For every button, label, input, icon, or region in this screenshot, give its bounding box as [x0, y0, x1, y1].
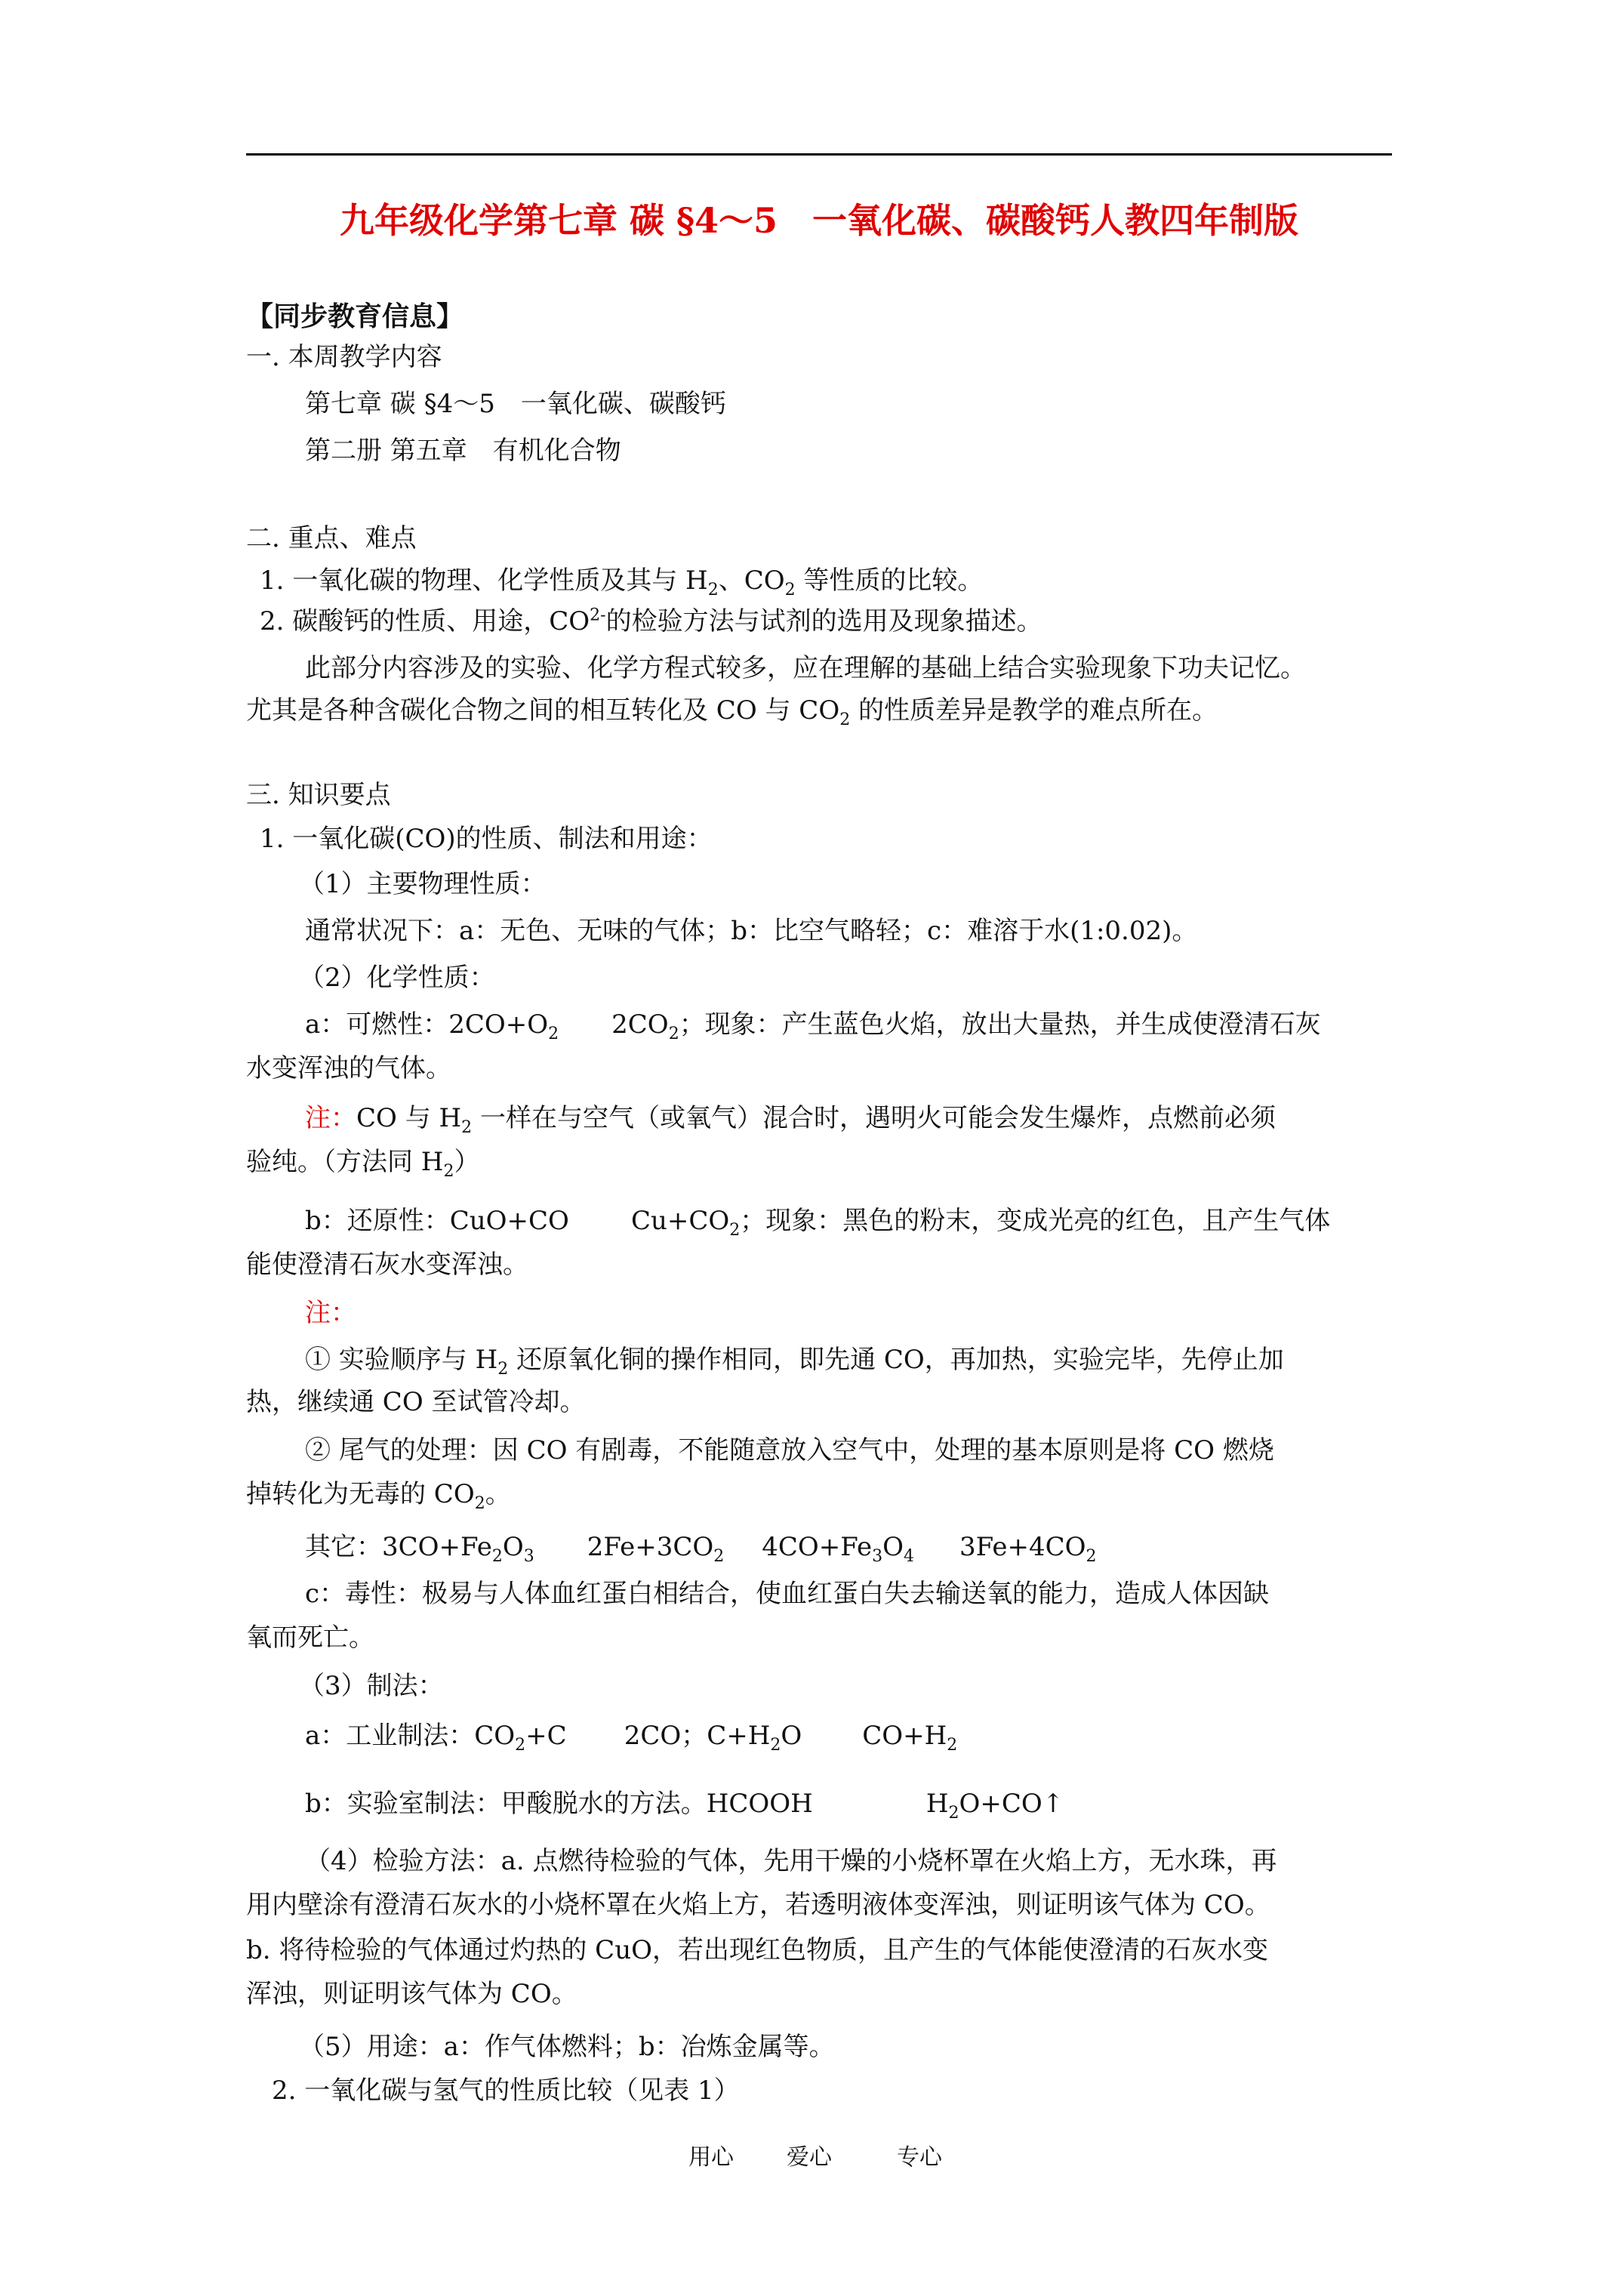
paragraph-line: 浑浊，则证明该气体为 CO。: [246, 1979, 577, 2009]
footer-text: 用心: [688, 2144, 734, 2171]
paragraph-line: 掉转化为无毒的 $CO_2$。: [246, 1479, 511, 1513]
paragraph-line: 氧而死亡。: [246, 1623, 374, 1653]
footer-text: 爱心: [787, 2144, 832, 2171]
header-rule: [246, 153, 1392, 156]
subheading: （1）主要物理性质：: [299, 869, 547, 899]
keypoint-line: 1. 一氧化碳的物理、化学性质及其与 $H_2$、$CO_2$ 等性质的比较。: [260, 566, 984, 599]
equation-line: b：实验室制法：甲酸脱水的方法。HCOOH $H_2O+CO↑$: [305, 1789, 1064, 1823]
heading-keypoints: 二. 重点、难点: [246, 523, 417, 553]
note-item: ② 尾气的处理：因 CO 有剧毒，不能随意放入空气中，处理的基本原则是将 CO 燃烧: [305, 1435, 1274, 1465]
equation-line: a：可燃性：$2CO+O_2$ $2CO_2$；现象：产生蓝色火焰，放出大量热，并生成使澄清石灰: [305, 1009, 1321, 1043]
page-title: 九年级化学第七章 碳 §4～5 一氧化碳、碳酸钙人教四年制版: [339, 200, 1299, 241]
knowledge-line: （5）用途：a：作气体燃料；b：冶炼金属等。: [299, 2032, 835, 2062]
paragraph-line: 用内壁涂有澄清石灰水的小烧杯罩在火焰上方，若透明液体变浑浊，则证明该气体为 CO。: [246, 1890, 1270, 1920]
section-label: 【同步教育信息】: [246, 300, 464, 332]
heading-knowledge: 三. 知识要点: [246, 780, 391, 810]
knowledge-line: 通常状况下：a：无色、无味的气体；b：比空气略轻；c：难溶于水(1:0.02)。: [305, 916, 1198, 946]
note-item: ① 实验顺序与 $H_2$ 还原氧化铜的操作相同，即先通 CO，再加热，实验完毕，先停止加: [305, 1345, 1284, 1379]
paragraph-line: 水变浑浊的气体。: [246, 1053, 451, 1083]
paragraph-line: 验纯。（方法同 $H_2$）: [246, 1147, 480, 1181]
equation-line: b：还原性：CuO+CO $Cu+CO_2$；现象：黑色的粉末，变成光亮的红色，且产生气体: [305, 1206, 1331, 1240]
paragraph-line: （4）检验方法：a. 点燃待检验的气体，先用干燥的小烧杯罩在火焰上方，无水珠，再: [305, 1846, 1277, 1876]
subheading: （3）制法：: [299, 1671, 444, 1701]
heading-content: 一. 本周教学内容: [246, 342, 442, 372]
paragraph-line: 尤其是各种含碳化合物之间的相互转化及 CO 与 $CO_2$ 的性质差异是教学的难点所在。: [246, 695, 1218, 729]
knowledge-line: c：毒性：极易与人体血红蛋白相结合，使血红蛋白失去输送氧的能力，造成人体因缺: [305, 1579, 1270, 1609]
note-line: 注：CO 与 $H_2$ 一样在与空气（或氧气）混合时，遇明火可能会发生爆炸，点燃前必须: [305, 1103, 1276, 1137]
subheading: （2）化学性质：: [299, 963, 495, 993]
equation-line: 其它：$3CO+Fe_2O_3$ $2Fe+3CO_2$ $4CO+Fe_3O_4$ $3Fe+4CO_2$: [305, 1532, 1097, 1566]
footer-text: 专心: [897, 2144, 942, 2171]
paragraph-line: 热，继续通 CO 至试管冷却。: [246, 1387, 586, 1417]
note-label: 注：: [305, 1298, 356, 1328]
content-line: 第七章 碳 §4～5 一氧化碳、碳酸钙: [305, 389, 726, 419]
knowledge-line: 2. 一氧化碳与氢气的性质比较（见表 1）: [272, 2076, 740, 2106]
keypoint-line: 2. 碳酸钙的性质、用途，$CO^{2-}$的检验方法与试剂的选用及现象描述。: [260, 606, 1042, 636]
paragraph-line: b. 将待检验的气体通过灼热的 CuO，若出现红色物质，且产生的气体能使澄清的石灰水变: [246, 1935, 1268, 1965]
paragraph-line: 能使澄清石灰水变浑浊。: [246, 1250, 528, 1280]
knowledge-line: 1. 一氧化碳(CO)的性质、制法和用途：: [260, 824, 713, 854]
paragraph-line: 此部分内容涉及的实验、化学方程式较多，应在理解的基础上结合实验现象下功夫记忆。: [305, 653, 1306, 683]
equation-line: a：工业制法：$CO_2+C$ 2CO；$C+H_2O$ $CO+H_2$: [305, 1721, 958, 1755]
content-line: 第二册 第五章 有机化合物: [305, 436, 621, 466]
